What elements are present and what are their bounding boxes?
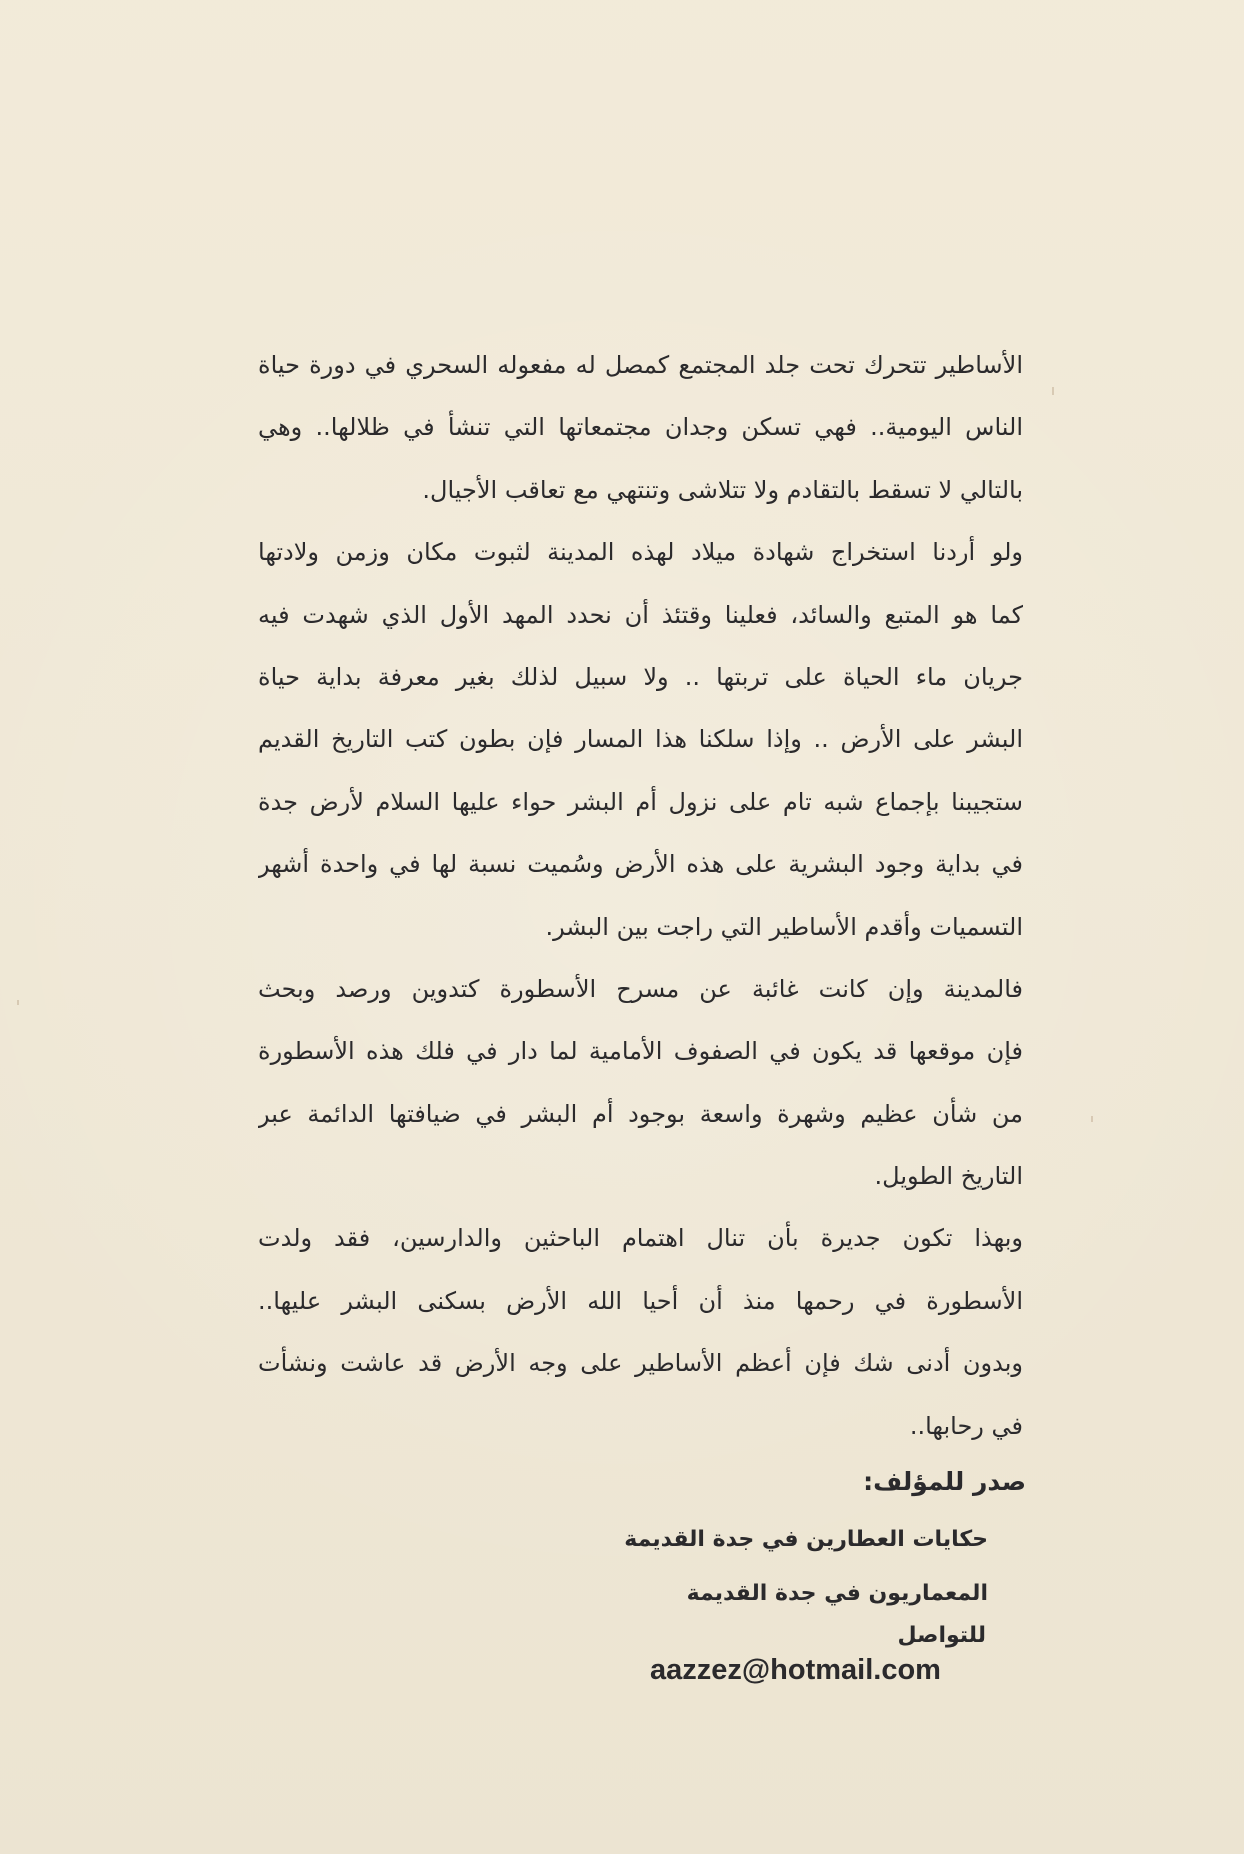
book-title: المعماريون في جدة القديمة xyxy=(686,1581,988,1606)
contact-label: للتواصل xyxy=(897,1623,986,1648)
paragraph-2-line-4: البشر على الأرض .. وإذا سلكنا هذا المسار فإن بطون كتب التاريخ القديم xyxy=(258,725,1023,754)
paragraph-4-line-4: في رحابها.. xyxy=(909,1411,1023,1440)
paragraph-2-line-1: ولو أردنا استخراج شهادة ميلاد لهذه المدينة لثبوت مكان وزمن ولادتها xyxy=(258,538,1023,567)
paper-speck xyxy=(1091,1116,1093,1122)
paragraph-2-line-3: جريان ماء الحياة على تربتها .. ولا سبيل لذلك بغير معرفة بداية حياة xyxy=(258,662,1023,691)
contact-email: aazzez@hotmail.com xyxy=(650,1654,941,1686)
paragraph-2-line-2: كما هو المتبع والسائد، فعلينا وقتئذ أن نحدد المهد الأول الذي شهدت فيه xyxy=(258,600,1023,629)
paragraph-4-line-2: الأسطورة في رحمها منذ أن أحيا الله الأرض بسكنى البشر عليها.. xyxy=(258,1286,1023,1315)
author-book-list xyxy=(568,1513,988,1621)
body-text xyxy=(258,334,1023,1457)
paragraph-2-line-7: التسميات وأقدم الأساطير التي راجت بين البشر. xyxy=(545,912,1023,941)
paragraph-2-line-5: ستجيبنا بإجماع شبه تام على نزول أم البشر حواء عليها السلام لأرض جدة xyxy=(258,787,1023,816)
paragraph-1-line-3: بالتالي لا تسقط بالتقادم ولا تتلاشى وتنتهي مع تعاقب الأجيال. xyxy=(422,475,1023,504)
paragraph-3-line-1: فالمدينة وإن كانت غائبة عن مسرح الأسطورة كتدوين ورصد وبحث xyxy=(258,974,1023,1003)
paragraph-1-line-1: الأساطير تتحرك تحت جلد المجتمع كمصل له مفعوله السحري في دورة حياة xyxy=(258,351,1023,379)
paper-speck xyxy=(1052,387,1054,395)
paragraph-4-line-1: وبهذا تكون جديرة بأن تنال اهتمام الباحثين والدارسين، فقد ولدت xyxy=(258,1224,1023,1253)
paper-speck xyxy=(17,1000,19,1005)
paragraph-3-line-2: فإن موقعها قد يكون في الصفوف الأمامية لما دار في فلك هذه الأسطورة xyxy=(258,1037,1023,1066)
paragraph-3-line-4: التاريخ الطويل. xyxy=(874,1162,1023,1191)
paragraph-3-line-3: من شأن عظيم وشهرة واسعة بوجود أم البشر في ضيافتها الدائمة عبر xyxy=(258,1099,1023,1128)
paragraph-2-line-6: في بداية وجود البشرية على هذه الأرض وسُميت نسبة لها في واحدة أشهر xyxy=(258,850,1023,879)
author-publications-heading: صدر للمؤلف: xyxy=(863,1467,1026,1496)
book-title: حكايات العطارين في جدة القديمة xyxy=(624,1527,988,1552)
paragraph-1-line-2: الناس اليومية.. فهي تسكن وجدان مجتمعاتها التي تنشأ في ظلالها.. وهي xyxy=(258,413,1023,442)
paragraph-4-line-3: وبدون أدنى شك فإن أعظم الأساطير على وجه الأرض قد عاشت ونشأت xyxy=(258,1349,1023,1378)
